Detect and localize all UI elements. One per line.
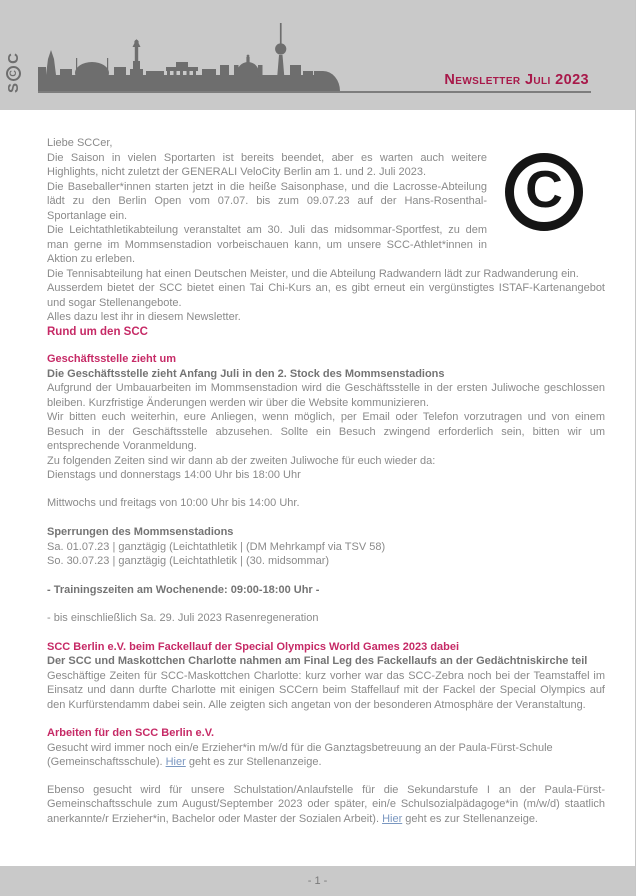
job-text: Gesucht wird immer noch ein/e Erzieher*in m/w/d für die Ganztagsbetreuung an der Paula-Fürst-Schule (Gemeinschaftsschule). [47,741,553,768]
job-text: geht es zur Stellenanzeige. [402,812,538,825]
job-paragraph-1 [47,741,605,770]
section-title-rund-um-den-scc: Rund um den SCC [47,325,148,338]
heading-sperrungen: Sperrungen des Mommsenstadions [47,526,234,538]
circled-c-logo [505,153,583,231]
berlin-skyline-graphic [30,3,360,95]
job-text: Ebenso gesucht wird für unsere Schulstation/Anlaufstelle für die Sekundarstufe I an der Paula-Fürst-Gemeinschaftsschule zum August/September 2023 oder später, ein/e Schulsozialpädagoge*in (m/w/d) staatlich anerkannte/r Erzieher*in, Bachelor oder Master der Sozialen Arbeit). [47,783,605,825]
intro-paragraph: Die Baseballer*innen starten jetzt in die heiße Saisonphase, und die Lacrosse-Abteilung lädt zu den Berlin Open vom 07.07. bis zum 09.07.23 auf der Hans-Rosenthal-Sportanlage ein. [47,180,487,222]
page-header [0,0,635,110]
greeting: Liebe SCCer, [47,137,113,149]
opening-hours-line: Dienstags und donnerstags 14:00 Uhr bis 18:00 Uhr [47,469,301,481]
intro-section [47,151,605,325]
scc-logo-letter: C [4,53,22,64]
job-text: geht es zur Stellenanzeige. [185,756,322,768]
subheading-geschaeftsstelle: Die Geschäftsstelle zieht Anfang Juli in den 2. Stock des Mommsenstadions [47,367,445,380]
page-number: - 1 - [307,875,328,887]
heading-fackellauf: SCC Berlin e.V. beim Fackellauf der Special Olympics World Games 2023 dabei [47,640,460,653]
lawn-regeneration-note: - bis einschließlich Sa. 29. Juli 2023 Rasenregeneration [47,612,319,624]
opening-hours-line: Mittwochs und freitags von 10:00 Uhr bis 14:00 Uhr. [47,496,300,509]
heading-arbeiten: Arbeiten für den SCC Berlin e.V. [47,727,215,739]
job-ad-link-1[interactable]: Hier [165,756,186,768]
intro-paragraph: Alles dazu lest ihr in diesem Newsletter. [47,311,241,323]
intro-paragraph: Die Leichtathletikabteilung veranstaltet am 30. Juli das midsommar-Sportfest, zu dem man gerne im Mommsenstadion vorbeischauen kann, um unsere SCC-Athlet*innen in Aktion zu erleben. [47,224,487,265]
job-paragraph-2 [47,783,605,827]
newsletter-body [0,110,635,826]
paragraph: Geschäftige Zeiten für SCC-Maskottchen Charlotte: kurz vorher war das SCC-Zebra noch bei der Teamstaffel im Einsatz und dann durfte Charlotte mit einigen SCCern beim Staffellauf mit der Fackel der Special Olympics auf den Kurfürstendamm dabei sein. Alle zeigten sich angetan von der besonderen Atmosphäre der Veranstaltung. [47,669,605,711]
page-footer [0,866,635,896]
circled-c-letter: C [525,160,563,219]
intro-paragraph: Die Tennisabteilung hat einen Deutschen Meister, und die Abteilung Radwandern lädt zur Radwanderung ein. [47,267,579,280]
heading-geschaeftsstelle: Geschäftsstelle zieht um [47,353,176,365]
subheading-fackellauf: Der SCC und Maskottchen Charlotte nahmen am Final Leg des Fackellaufs an der Gedächtniskirche teil [47,655,588,667]
paragraph: Zu folgenden Zeiten sind wir dann ab der zweiten Juliwoche für euch wieder da: [47,454,436,467]
scc-logo-circled-c: C [6,66,21,81]
scc-club-logo [4,44,22,102]
intro-paragraph: Die Saison in vielen Sportarten ist bereits beendet, aber es warten auch weitere Highlights, nicht zuletzt der GENERALI VeloCity Berlin am 1. und 2. Juli 2023. [47,151,487,178]
paragraph: Wir bitten euch weiterhin, eure Anliegen, wenn möglich, per Email oder Telefon vorzutragen und von einem Besuch in der Geschäftsstelle abzusehen. Sollte ein Besuch zwingend erforderlich sein, bitten wir um entsprechende Voranmeldung. [47,411,605,452]
closure-line: Sa. 01.07.23 | ganztägig (Leichtathletik | (DM Mehrkampf via TSV 58) [47,540,386,553]
newsletter-title: Newsletter Juli 2023 [444,72,589,88]
job-ad-link-2[interactable]: Hier [382,812,403,825]
paragraph: Aufgrund der Umbauarbeiten im Mommsenstadion wird die Geschäftsstelle in der ersten Juliwoche geschlossen bleiben. Kurzfristige Änderungen werden wir über die Website kommunizieren. [47,382,605,409]
training-hours-note: - Trainingszeiten am Wochenende: 09:00-18:00 Uhr - [47,583,320,596]
scc-logo-letter: S [4,82,22,93]
intro-paragraph: Ausserdem bietet der SCC bietet einen Tai Chi-Kurs an, es gibt erneut ein vergünstigtes ISTAF-Kartenangebot und sogar Stellenangebote. [47,282,605,309]
closure-line: So. 30.07.23 | ganztägig (Leichtathletik | (30. midsommar) [47,555,330,567]
